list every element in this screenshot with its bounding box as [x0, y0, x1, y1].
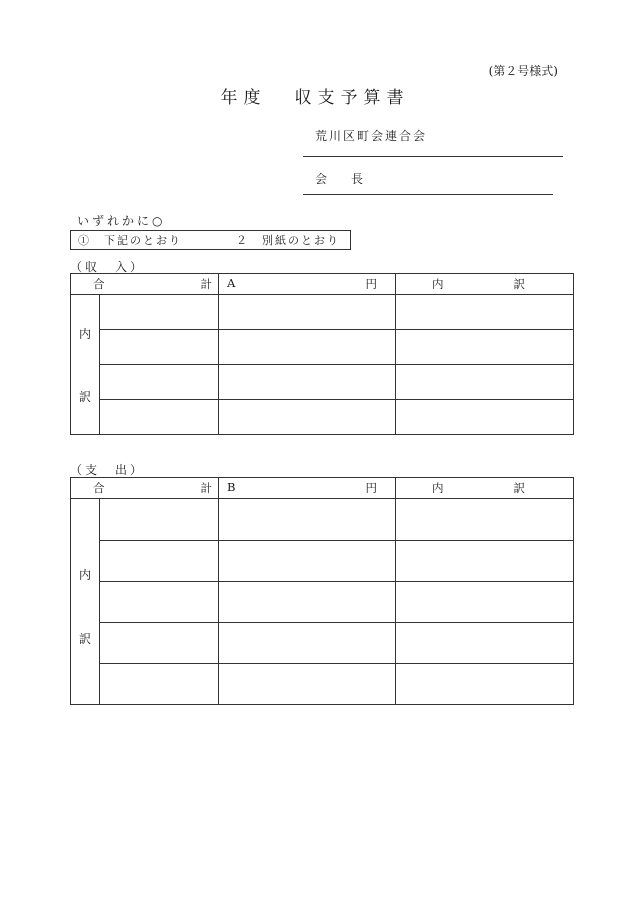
choose-instruction: いずれかに○: [77, 214, 166, 228]
table-cell[interactable]: [396, 541, 574, 582]
expense-amount-letter: B: [227, 480, 236, 494]
chair-signature-line: [303, 194, 553, 195]
income-breakdown-vertical-label: [71, 295, 100, 435]
choice-option-2[interactable]: ２ 別紙のとおり: [236, 234, 340, 247]
document-title: [0, 83, 630, 108]
title-text: 収支予算書: [294, 88, 410, 108]
table-cell[interactable]: [219, 295, 396, 330]
income-amount-header[interactable]: [219, 274, 396, 295]
table-row: [71, 664, 574, 705]
choice-option-1[interactable]: ① 下記のとおり: [78, 234, 182, 247]
table-cell[interactable]: [100, 365, 219, 400]
expense-vlabel-bottom: 訳: [79, 632, 92, 646]
table-cell[interactable]: [396, 623, 574, 664]
form-number: (第２号様式): [488, 64, 558, 78]
income-total-right: 計: [200, 277, 212, 291]
title-year: 年度: [220, 88, 267, 108]
expense-total-right: 計: [200, 481, 212, 495]
income-vlabel-bottom: 訳: [79, 390, 92, 404]
table-row: [71, 582, 574, 623]
table-row: [71, 295, 574, 330]
chair-label: 会長: [315, 172, 388, 186]
table-cell[interactable]: [100, 295, 219, 330]
income-amount-letter: A: [227, 276, 236, 290]
table-cell[interactable]: [100, 541, 219, 582]
table-cell[interactable]: [100, 330, 219, 365]
table-row: [71, 541, 574, 582]
table-cell[interactable]: [219, 330, 396, 365]
table-cell[interactable]: [219, 582, 396, 623]
table-cell[interactable]: [100, 400, 219, 435]
expense-breakdown-header: [396, 478, 574, 499]
table-cell[interactable]: [100, 664, 219, 705]
table-row: [71, 499, 574, 541]
org-signature-line: [303, 156, 563, 157]
expense-amount-header[interactable]: [219, 478, 396, 499]
table-cell[interactable]: [100, 499, 219, 541]
table-row: [71, 365, 574, 400]
income-table: [70, 273, 574, 435]
table-row: [71, 330, 574, 365]
expense-amount-unit: 円: [365, 481, 377, 495]
expense-table: [70, 477, 574, 705]
expense-vlabel-top: 内: [79, 568, 92, 582]
expense-breakdown-right: 訳: [513, 481, 525, 495]
expense-section-label: （支 出）: [70, 463, 146, 477]
expense-breakdown-left: 内: [432, 481, 444, 495]
income-total-left: 合: [93, 277, 105, 291]
expense-total-left: 合: [93, 481, 105, 495]
table-row: [71, 623, 574, 664]
table-cell[interactable]: [396, 499, 574, 541]
income-breakdown-left: 内: [432, 277, 444, 291]
table-cell[interactable]: [396, 400, 574, 435]
table-cell[interactable]: [396, 295, 574, 330]
income-amount-unit: 円: [365, 277, 377, 291]
income-total-header: [71, 274, 219, 295]
table-cell[interactable]: [219, 541, 396, 582]
income-vlabel-top: 内: [79, 327, 92, 341]
table-cell[interactable]: [100, 582, 219, 623]
table-row: [71, 400, 574, 435]
table-cell[interactable]: [100, 623, 219, 664]
choice-box: [70, 230, 351, 250]
table-cell[interactable]: [396, 365, 574, 400]
income-breakdown-header: [396, 274, 574, 295]
table-cell[interactable]: [219, 623, 396, 664]
expense-breakdown-vertical-label: [71, 499, 100, 705]
table-cell[interactable]: [396, 664, 574, 705]
table-cell[interactable]: [396, 582, 574, 623]
expense-total-header: [71, 478, 219, 499]
table-cell[interactable]: [219, 400, 396, 435]
income-section-label: （収 入）: [70, 260, 146, 274]
org-name: 荒川区町会連合会: [315, 129, 428, 143]
table-cell[interactable]: [219, 499, 396, 541]
income-header-row: [71, 274, 574, 295]
table-cell[interactable]: [396, 330, 574, 365]
expense-header-row: [71, 478, 574, 499]
table-cell[interactable]: [219, 664, 396, 705]
income-breakdown-right: 訳: [513, 277, 525, 291]
table-cell[interactable]: [219, 365, 396, 400]
